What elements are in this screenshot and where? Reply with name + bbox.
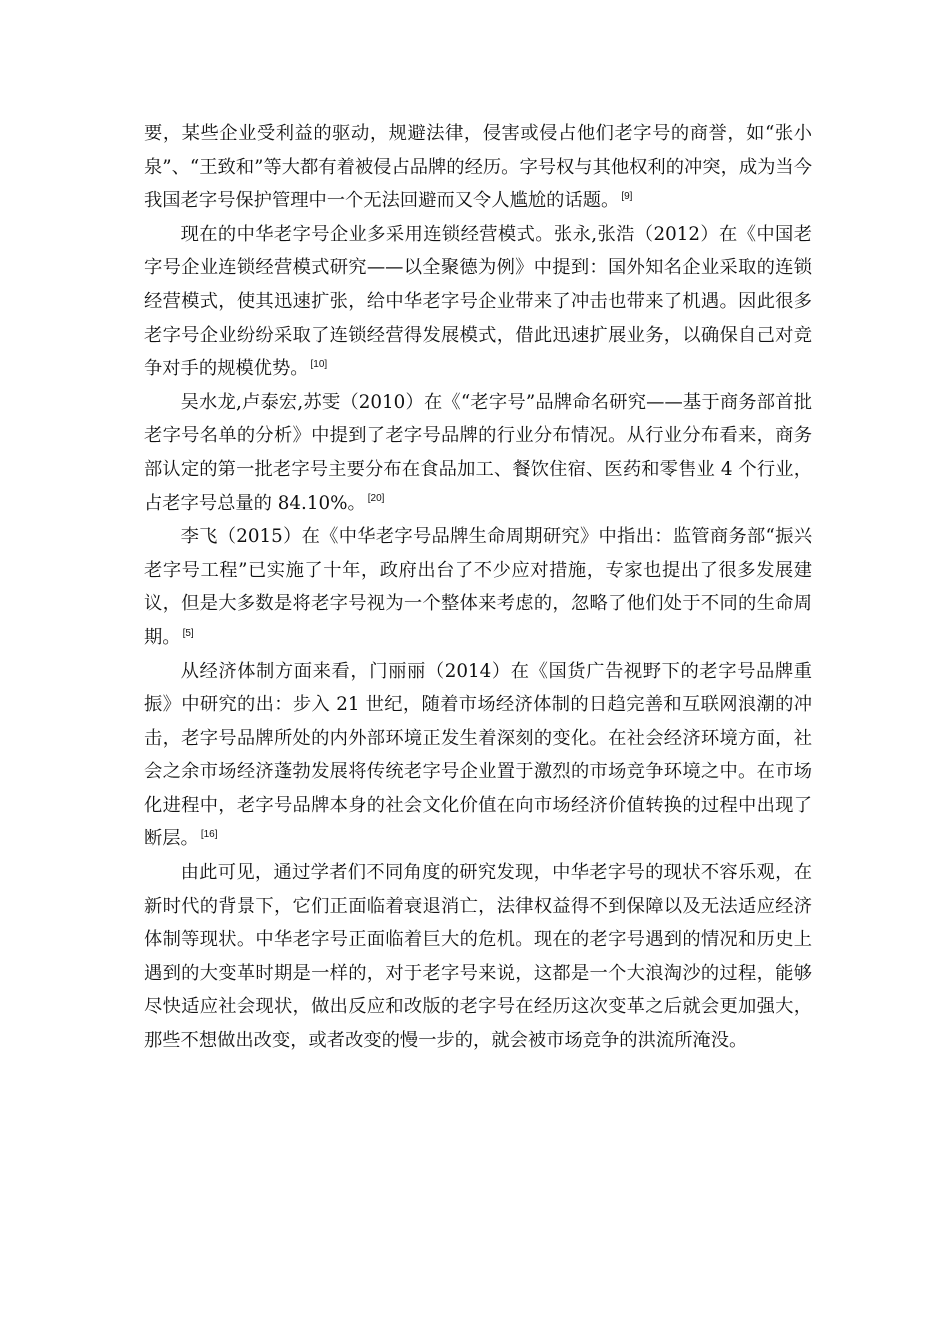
paragraph-life-cycle <box>144 520 812 654</box>
citation-ref: [20] <box>367 493 385 505</box>
paragraph-text: 吴水龙,卢泰宏,苏雯（2010）在《“老字号”品牌命名研究——基于商务部首批老字号名单的分析》中提到了老字号品牌的行业分布情况。从行业分布看来，商务部认定的第一批老字号主要分布在食品加工、餐饮住宿、医药和零售业 4 个行业，占老字号总量的 84.10%。 <box>144 391 812 514</box>
citation-ref: [5] <box>182 627 194 639</box>
paragraph-conclusion <box>144 856 812 1058</box>
paragraph-text: 从经济体制方面来看，门丽丽（2014）在《国货广告视野下的老字号品牌重振》中研究的出：步入 21 世纪，随着市场经济体制的日趋完善和互联网浪潮的冲击，老字号品牌所处的内外部环境正发生着深刻的变化。在社会经济环境方面，社会之余市场经济蓬勃发展将传统老字号企业置于激烈的市场竞争环境之中。在市场化进程中，老字号品牌本身的社会文化价值在向市场经济价值转换的过程中出现了断层。 <box>144 660 812 850</box>
paragraph-text: 李飞（2015）在《中华老字号品牌生命周期研究》中指出：监管商务部“振兴老字号工程”已实施了十年，政府出台了不少应对措施，专家也提出了很多发展建议，但是大多数是将老字号视为一个整体来考虑的，忽略了他们处于不同的生命周期。 <box>144 526 812 648</box>
citation-ref: [16] <box>200 829 218 841</box>
paragraph-chain-operations <box>144 218 812 386</box>
paragraph-economic-system <box>144 655 812 857</box>
citation-ref: [9] <box>621 191 633 203</box>
paragraph-text: 由此可见，通过学者们不同角度的研究发现，中华老字号的现状不容乐观，在新时代的背景下，它们正面临着衰退消亡，法律权益得不到保障以及无法适应经济体制等现状。中华老字号正面临着巨大的危机。现在的老字号遇到的情况和历史上遇到的大变革时期是一样的，对于老字号来说，这都是一个大浪淘沙的过程，能够尽快适应社会现状，做出反应和改版的老字号在经历这次变革之后就会更加强大，那些不想做出改变，或者改变的慢一步的，就会被市场竞争的洪流所淹没。 <box>144 862 812 1052</box>
paragraph-brand-naming <box>144 386 812 520</box>
paragraph-continuation <box>144 117 812 218</box>
document-body <box>144 117 812 1058</box>
paragraph-text: 现在的中华老字号企业多采用连锁经营模式。张永,张浩（2012）在《中国老字号企业连锁经营模式研究——以全聚德为例》中提到：国外知名企业采取的连锁经营模式，使其迅速扩张，给中华老字号企业带来了冲击也带来了机遇。因此很多老字号企业纷纷采取了连锁经营得发展模式，借此迅速扩展业务，以确保自己对竞争对手的规模优势。 <box>144 223 812 380</box>
paragraph-text: 要，某些企业受利益的驱动，规避法律，侵害或侵占他们老字号的商誉，如“张小泉”、“王致和”等大都有着被侵占品牌的经历。字号权与其他权利的冲突，成为当今我国老字号保护管理中一个无法回避而又令人尴尬的话题。 <box>144 123 812 212</box>
citation-ref: [10] <box>310 359 328 371</box>
